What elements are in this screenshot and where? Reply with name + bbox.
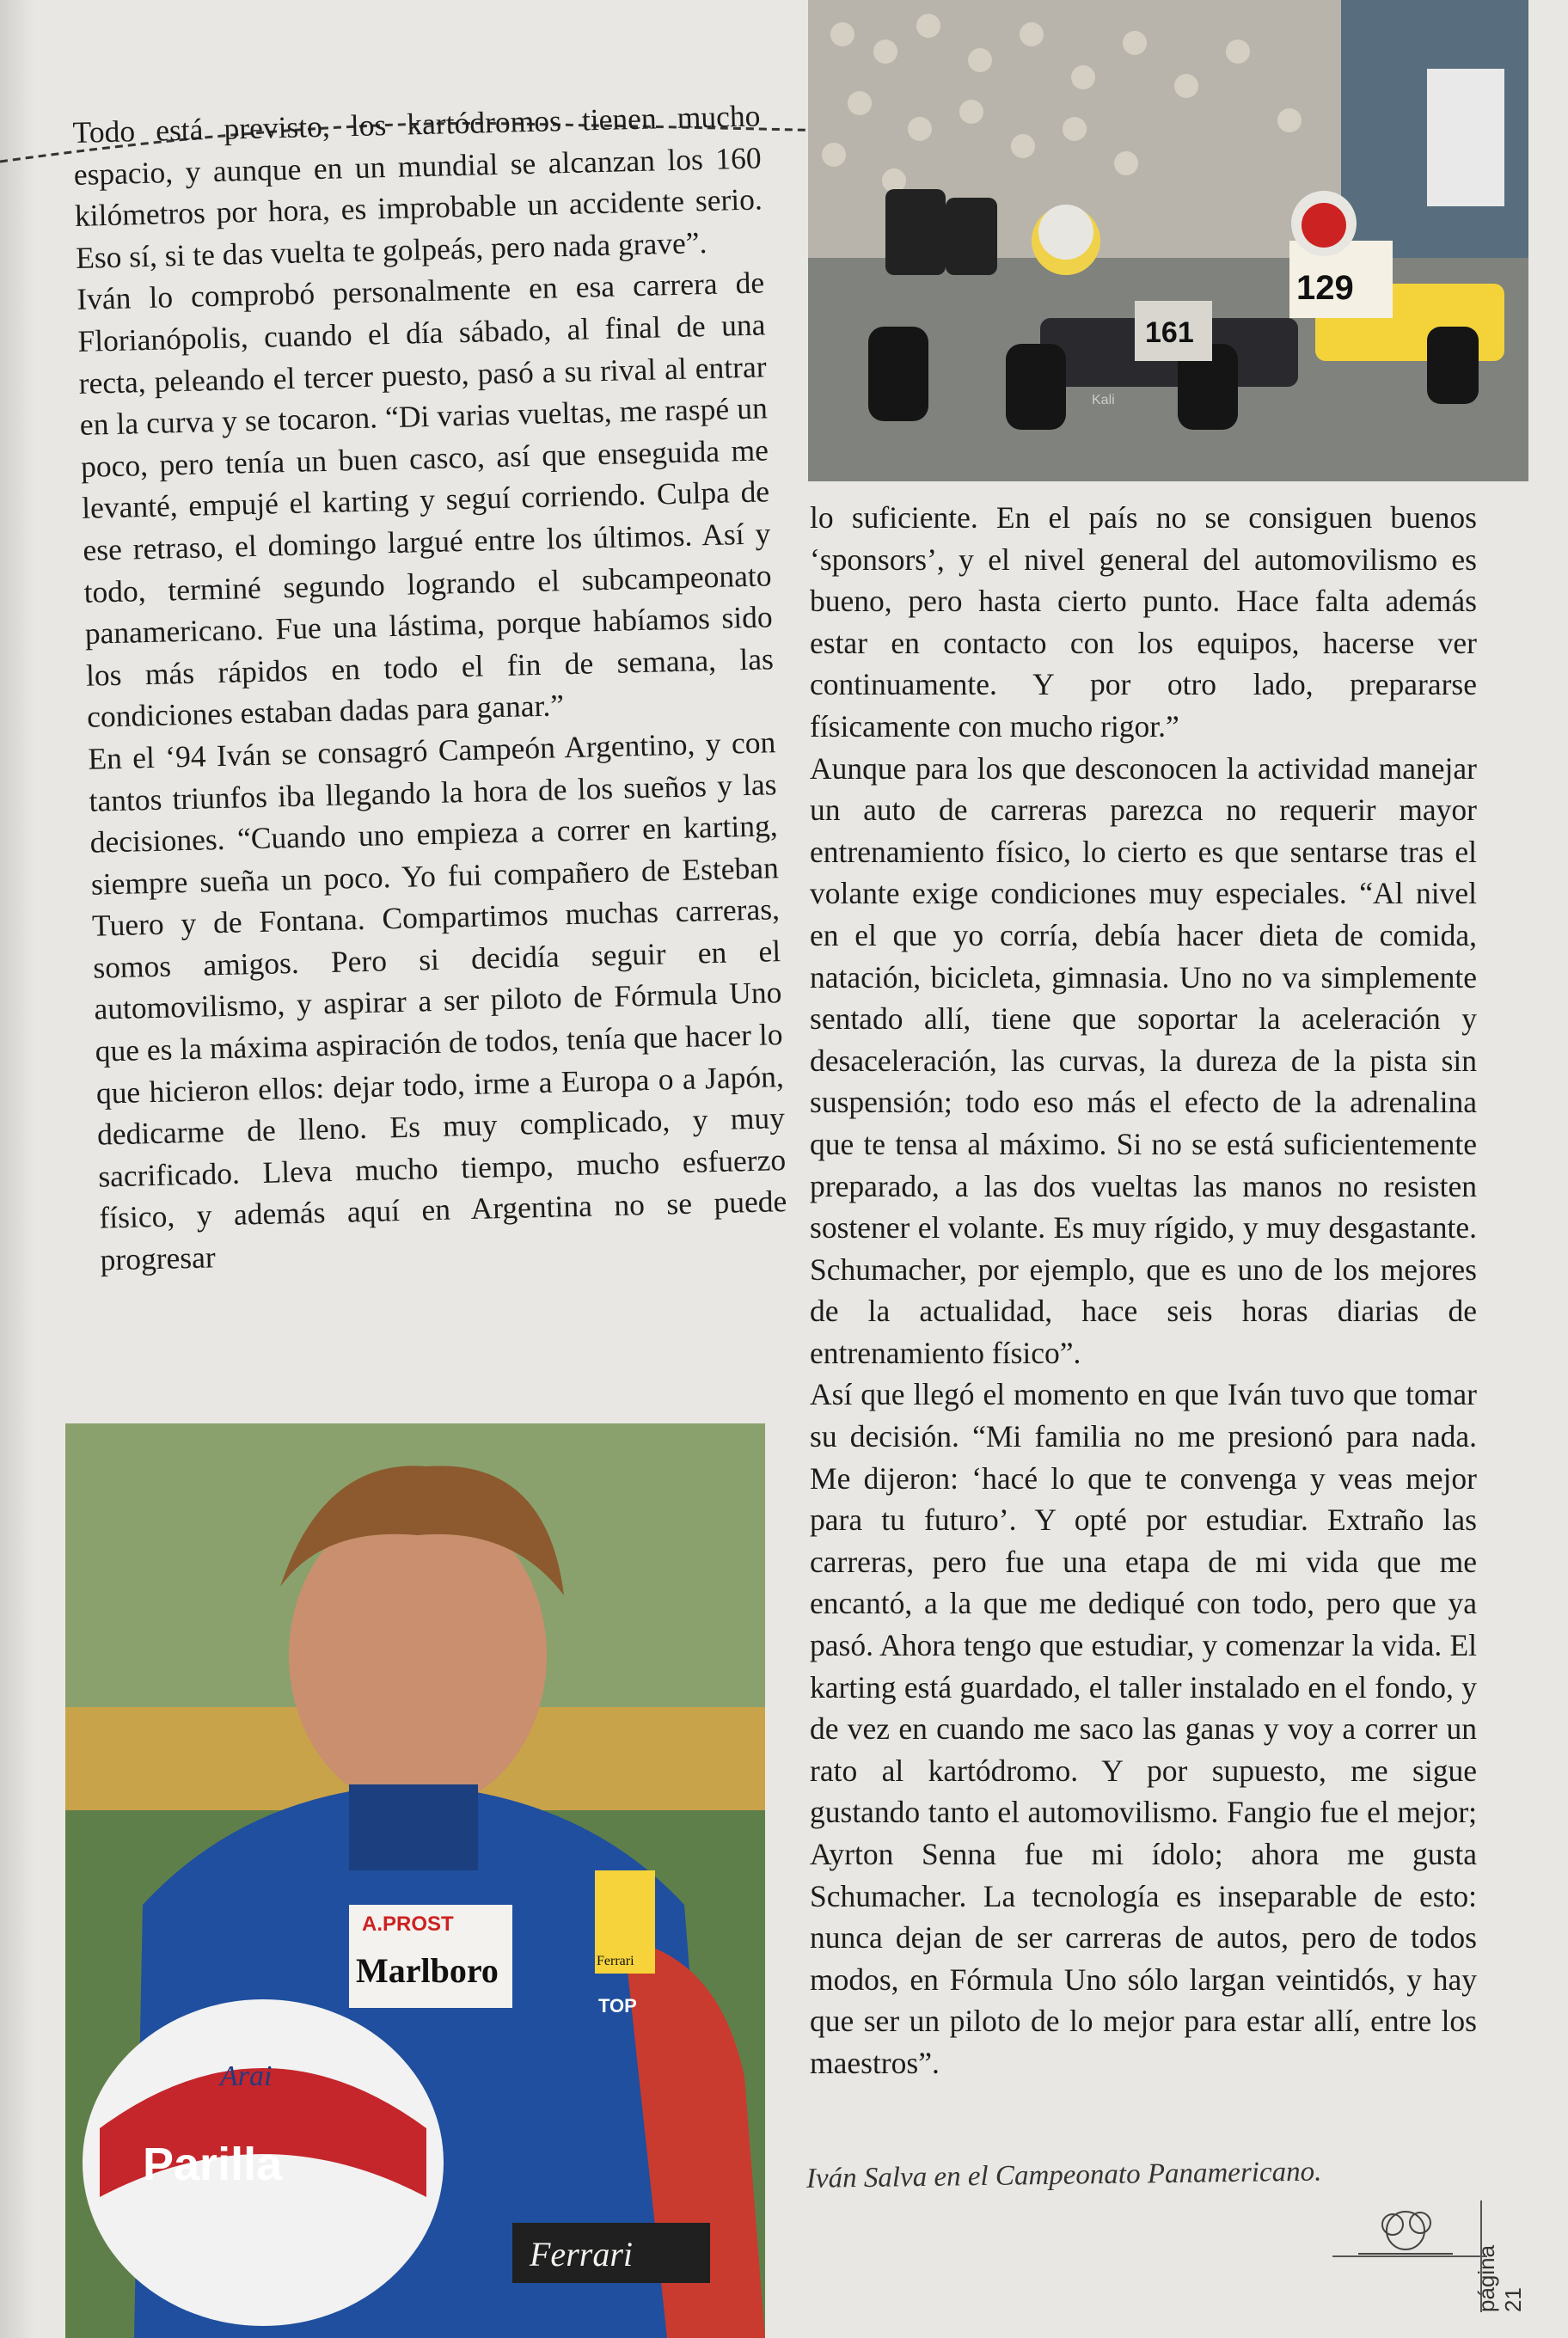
suit-logo-ferrari: Ferrari bbox=[597, 1954, 634, 1968]
kart-text: Kali bbox=[1092, 393, 1115, 407]
kart-number-161: 161 bbox=[1145, 316, 1194, 349]
paragraph: lo suficiente. En el país no se consiguen buenos ‘sponsors’, y el nivel general del automovilismo es bueno, pero hasta cierto punto. Hace falta además estar en contacto con los equipos, hacerse ver continuamente. Y por otro lado, prepararse físicamente con mucho rigor.” bbox=[810, 500, 1477, 744]
driver-portrait-photo bbox=[65, 1423, 765, 2338]
paragraph: Todo está previsto, los kartódromos tienen mucho espacio, y aunque en un mundial se alcanzan los 160 kilómetros por hora, es improbable un accidente serio. Eso sí, si te das vuelta te golpeás, pero nada grave”. bbox=[72, 98, 763, 275]
right-text-column bbox=[810, 497, 1477, 2084]
kart-race-photo bbox=[808, 0, 1528, 481]
paragraph: Aunque para los que desconocen la actividad manejar un auto de carreras parezca no requerir mayor entrenamiento físico, lo cierto es que sentarse tras el volante exige condiciones muy especiales. “Al nivel en el que yo corría, debía hacer dieta de comida, natación, bicicleta, gimnasia. Uno no va simplemente sentado allí, tiene que soportar la aceleración y desaceleración, las curvas, la dureza de la pista sin suspensión; todo eso más el efecto de la adrenalina que te tensa al máximo. Si no se está suficientemente preparado, a las dos vueltas las manos no resisten sostener el volante. Es muy rígido, y muy desgastante. Schumacher, por ejemplo, que es uno de los mejores de la actualidad, hace seis horas diarias de entrenamiento físico”. bbox=[810, 750, 1477, 1370]
paragraph: En el ‘94 Iván se consagró Campeón Argentino, y con tantos triunfos iba llegando la hora de los sueños y las decisiones. “Cuando uno empieza a correr en karting, siempre sueña un poco. Yo fui compañero de Esteban Tuero y de Fontana. Compartimos muchas carreras, somos amigos. Pero si decidía seguir en el automovilismo, y aspirar a ser piloto de Fórmula Uno que es la máxima aspiración de todos, tenía que hacer lo que hicieron ellos: dejar todo, irme a Europa o a Japón, dedicarme de lleno. Es muy complicado, y muy sacrificado. Lleva mucho tiempo, mucho esfuerzo físico, y además aquí en Argentina no se puede progresar bbox=[87, 725, 787, 1277]
paragraph: Iván lo comprobó personalmente en esa carrera de Florianópolis, cuando el día sábado, al final de una recta, peleando el tercer puesto, pasó a su rival al entrar en la curva y se tocaron. “Di varias vueltas, me raspé un poco, pero tenía un buen casco, así que enseguida me levanté, empujé el karting y seguí corriendo. Culpa de ese retraso, el domingo largué entre los últimos. Así y todo, terminé segundo logrando el subcampeonato panamericano. Fue una lástima, porque habíamos sido los más rápidos en todo el fin de semana, las condiciones estaban dadas para ganar.” bbox=[76, 265, 775, 735]
kart-number-129: 129 bbox=[1296, 269, 1354, 307]
suit-patch-aprost: A.PROST bbox=[362, 1913, 454, 1936]
belt-logo-ferrari: Ferrari bbox=[530, 2235, 633, 2274]
paragraph: Así que llegó el momento en que Iván tuvo que tomar su decisión. “Mi familia no me presionó para nada. Me dijeron: ‘hacé lo que te convenga y veas mejor para tu futuro’. Y opté por estudiar. Extraño las carreras, pero fue una etapa de mi vida que me encantó, a la que me dediqué con todo, pero que ya pasó. Ahora tengo que estudiar, y comenzar la vida. El karting está guardado, el taller instalado en el fondo, y de vez en cuando me saco las ganas y voy a correr un rato al kartódromo. Y por supuesto, me sigue gustando tanto el automovilismo. Fangio fue el mejor; Ayrton Senna fue mi ídolo; ahora me gusta Schumacher. La tecnología es inseparable de esto: nunca dejan de ser carreras de autos, pero de todos modos, en Fórmula Uno sólo largan veintidós, y hay que ser un piloto de lo mejor para estar allí, entre los maestros”. bbox=[810, 1377, 1477, 2080]
helmet-brand-arai: Arai bbox=[220, 2060, 273, 2092]
suit-badge-top: TOP bbox=[598, 1995, 637, 2017]
page-gutter-shadow bbox=[0, 0, 34, 2338]
tree-emblem-icon bbox=[1341, 2200, 1470, 2261]
suit-patch-marlboro: Marlboro bbox=[356, 1951, 499, 1990]
left-text-column bbox=[72, 95, 788, 1281]
helmet-sponsor-parilla: Parilla bbox=[143, 2139, 283, 2190]
footer-rule bbox=[1332, 2255, 1487, 2257]
page-number: página 21 bbox=[1473, 2244, 1526, 2312]
photo-caption: Iván Salva en el Campeonato Panamericano. bbox=[805, 2156, 1322, 2194]
